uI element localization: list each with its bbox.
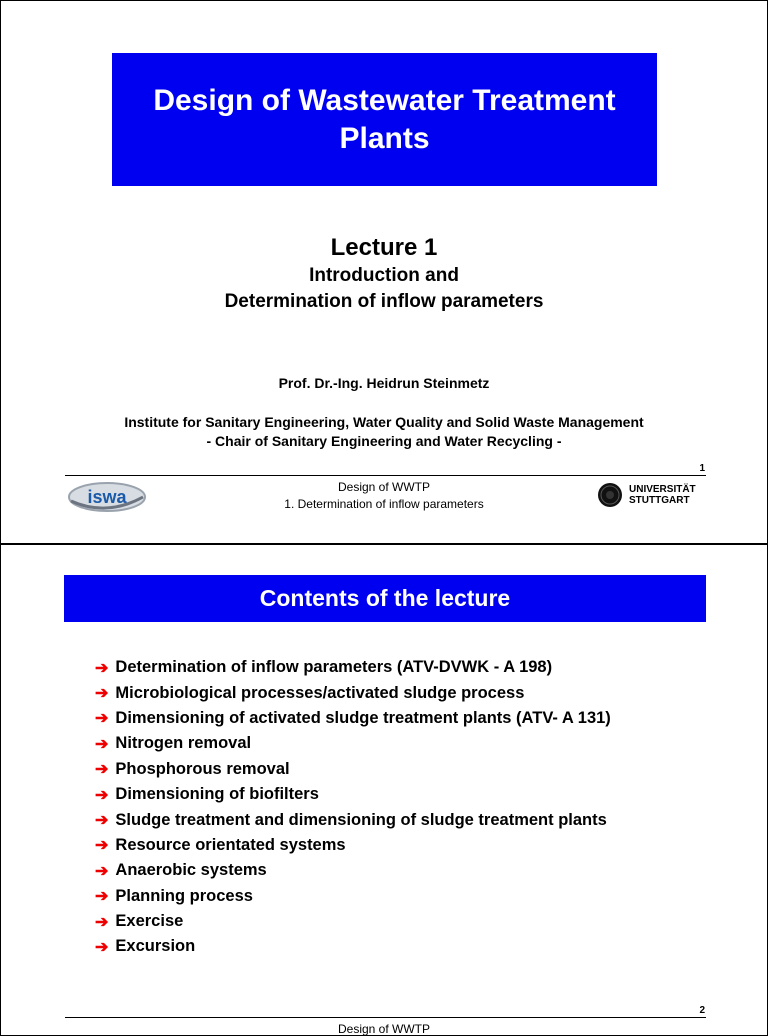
list-item-label: Exercise xyxy=(115,912,184,931)
footer-divider xyxy=(65,475,706,476)
uni-name-line2: STUTTGART xyxy=(629,495,690,506)
list-item-label: Microbiological processes/activated sludge process xyxy=(115,683,525,702)
uni-seal-icon xyxy=(597,482,623,508)
list-item xyxy=(95,807,611,832)
footer-divider-2 xyxy=(65,1017,706,1018)
lecture-subtitle-line2: Determination of inflow parameters xyxy=(224,291,544,312)
page-number: 1 xyxy=(699,463,705,474)
arrow-right-icon: ➔ xyxy=(95,938,109,956)
footer-course: Design of WWTP xyxy=(337,480,430,494)
list-item-label: Sludge treatment and dimensioning of sludge treatment plants xyxy=(115,810,607,829)
page-number-2: 2 xyxy=(699,1005,705,1016)
list-item-label: Planning process xyxy=(115,886,253,905)
list-item xyxy=(95,884,611,909)
arrow-right-icon: ➔ xyxy=(95,786,109,804)
contents-title-box xyxy=(64,575,706,622)
list-item-label: Dimensioning of biofilters xyxy=(115,785,319,804)
list-item xyxy=(95,934,611,959)
list-item xyxy=(95,858,611,883)
slide-2 xyxy=(0,544,768,1036)
list-item xyxy=(95,680,611,705)
author: Prof. Dr.-Ing. Heidrun Steinmetz xyxy=(278,375,490,391)
uni-stuttgart-logo xyxy=(597,482,696,508)
list-item xyxy=(95,731,611,756)
footer-course-2: Design of WWTP xyxy=(337,1022,430,1036)
list-item-label: Excursion xyxy=(115,937,196,956)
lecture-subtitle-line1: Introduction and xyxy=(309,265,459,286)
arrow-right-icon: ➔ xyxy=(95,888,109,906)
list-item-label: Anaerobic systems xyxy=(115,861,267,880)
contents-title: Contents of the lecture xyxy=(259,585,511,611)
contents-list xyxy=(95,655,611,960)
arrow-right-icon: ➔ xyxy=(95,862,109,880)
arrow-right-icon: ➔ xyxy=(95,812,109,830)
institute: Institute for Sanitary Engineering, Water Quality and Solid Waste Management xyxy=(124,414,644,430)
list-item xyxy=(95,655,611,680)
list-item xyxy=(95,782,611,807)
list-item xyxy=(95,706,611,731)
arrow-right-icon: ➔ xyxy=(95,735,109,753)
arrow-right-icon: ➔ xyxy=(95,761,109,779)
footer-topic: 1. Determination of inflow parameters xyxy=(284,497,484,511)
list-item-label: Nitrogen removal xyxy=(115,734,252,753)
list-item xyxy=(95,909,611,934)
arrow-right-icon: ➔ xyxy=(95,710,109,728)
list-item-label: Resource orientated systems xyxy=(115,835,346,854)
slide-title-box xyxy=(112,53,657,186)
chair: - Chair of Sanitary Engineering and Water Recycling - xyxy=(206,433,562,449)
arrow-right-icon: ➔ xyxy=(95,659,109,677)
slide-title: Design of Wastewater Treatment Plants xyxy=(153,83,616,155)
list-item-label: Determination of inflow parameters (ATV-DVWK - A 198) xyxy=(115,658,553,677)
arrow-right-icon: ➔ xyxy=(95,913,109,931)
list-item xyxy=(95,833,611,858)
list-item-label: Dimensioning of activated sludge treatment plants (ATV- A 131) xyxy=(115,708,611,727)
arrow-right-icon: ➔ xyxy=(95,685,109,703)
iswa-logo-text: iswa xyxy=(87,487,127,507)
list-item-label: Phosphorous removal xyxy=(115,759,290,778)
arrow-right-icon: ➔ xyxy=(95,837,109,855)
uni-name-line1: UNIVERSITÄT xyxy=(629,484,696,495)
list-item xyxy=(95,757,611,782)
lecture-number: Lecture 1 xyxy=(330,234,438,261)
